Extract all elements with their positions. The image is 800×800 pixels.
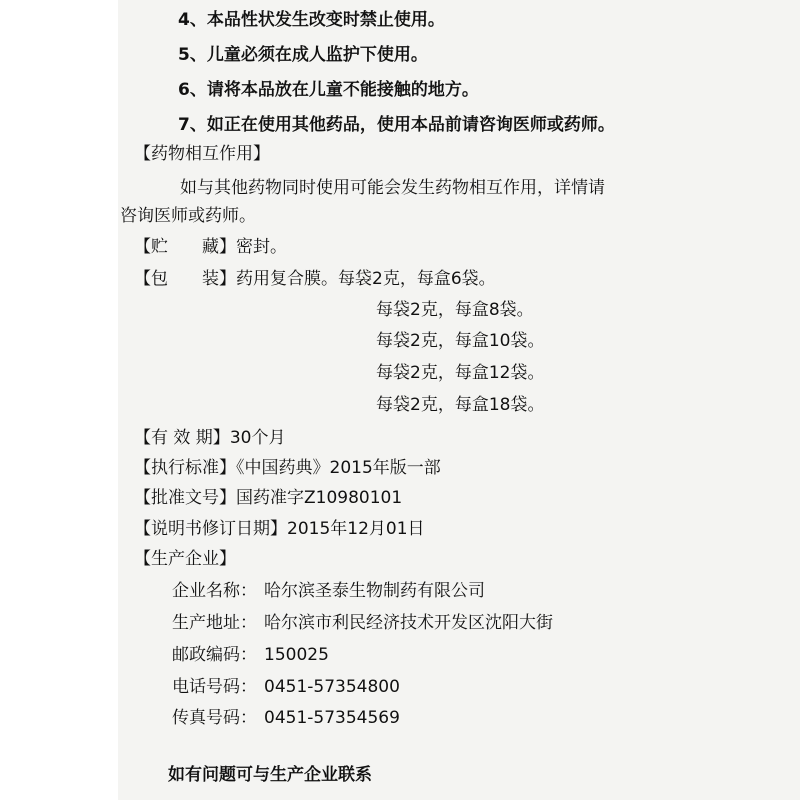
- manufacturer-field: [172, 580, 485, 602]
- manufacturer-field: [172, 644, 329, 666]
- field-value: 150025: [264, 645, 329, 665]
- package-first: 药用复合膜。每袋2克，每盒6袋。: [236, 269, 496, 289]
- field-label: 传真号码：: [172, 708, 257, 728]
- field-value: 0451-57354800: [264, 677, 400, 697]
- interaction-header: 【药物相互作用】: [134, 144, 270, 164]
- field-label: 电话号码：: [172, 677, 257, 697]
- field-value: 哈尔滨圣泰生物制药有限公司: [264, 581, 485, 601]
- precaution-item: 7、如正在使用其他药品，使用本品前请咨询医师或药师。: [178, 115, 615, 135]
- precaution-item: 5、儿童必须在成人监护下使用。: [178, 45, 428, 65]
- storage-header: 【贮 藏】: [134, 237, 236, 257]
- validity-value: 30个月: [229, 428, 286, 448]
- validity-header: 【有 效 期】: [134, 428, 230, 448]
- standard-value: 《中国药典》2015年版一部: [236, 458, 441, 478]
- field-value: 哈尔滨市利民经济技术开发区沈阳大街: [264, 613, 553, 633]
- storage-value: 密封。: [236, 237, 287, 257]
- revision-row: [134, 518, 425, 540]
- package-option: 每袋2克，每盒8袋。: [376, 300, 534, 320]
- validity-row: [134, 427, 285, 449]
- contact-note: 如有问题可与生产企业联系: [168, 765, 372, 785]
- field-label: 邮政编码：: [172, 645, 257, 665]
- revision-value: 2015年12月01日: [287, 519, 425, 539]
- manufacturer-field: [172, 707, 400, 729]
- storage-row: [134, 236, 287, 258]
- interaction-text: 如与其他药物同时使用可能会发生药物相互作用，详情请: [180, 178, 605, 198]
- approval-header: 【批准文号】: [134, 488, 236, 508]
- manufacturer-field: [172, 612, 553, 634]
- interaction-text: 咨询医师或药师。: [120, 206, 256, 226]
- package-option: 每袋2克，每盒12袋。: [376, 363, 545, 383]
- precaution-item: 6、请将本品放在儿童不能接触的地方。: [178, 80, 479, 100]
- manufacturer-header: 【生产企业】: [134, 549, 236, 569]
- field-value: 0451-57354569: [264, 708, 400, 728]
- standard-header: 【执行标准】: [134, 458, 236, 478]
- precaution-item: 4、本品性状发生改变时禁止使用。: [178, 10, 445, 30]
- standard-row: [134, 457, 441, 479]
- manufacturer-field: [172, 676, 400, 698]
- approval-row: [134, 487, 402, 509]
- package-row: [134, 268, 496, 290]
- leaflet-page: [118, 0, 800, 800]
- field-label: 生产地址：: [172, 613, 257, 633]
- revision-header: 【说明书修订日期】: [134, 519, 287, 539]
- approval-value: 国药准字Z10980101: [236, 488, 403, 508]
- field-label: 企业名称：: [172, 581, 257, 601]
- package-option: 每袋2克，每盒10袋。: [376, 331, 545, 351]
- package-header: 【包 装】: [134, 269, 236, 289]
- package-option: 每袋2克，每盒18袋。: [376, 395, 545, 415]
